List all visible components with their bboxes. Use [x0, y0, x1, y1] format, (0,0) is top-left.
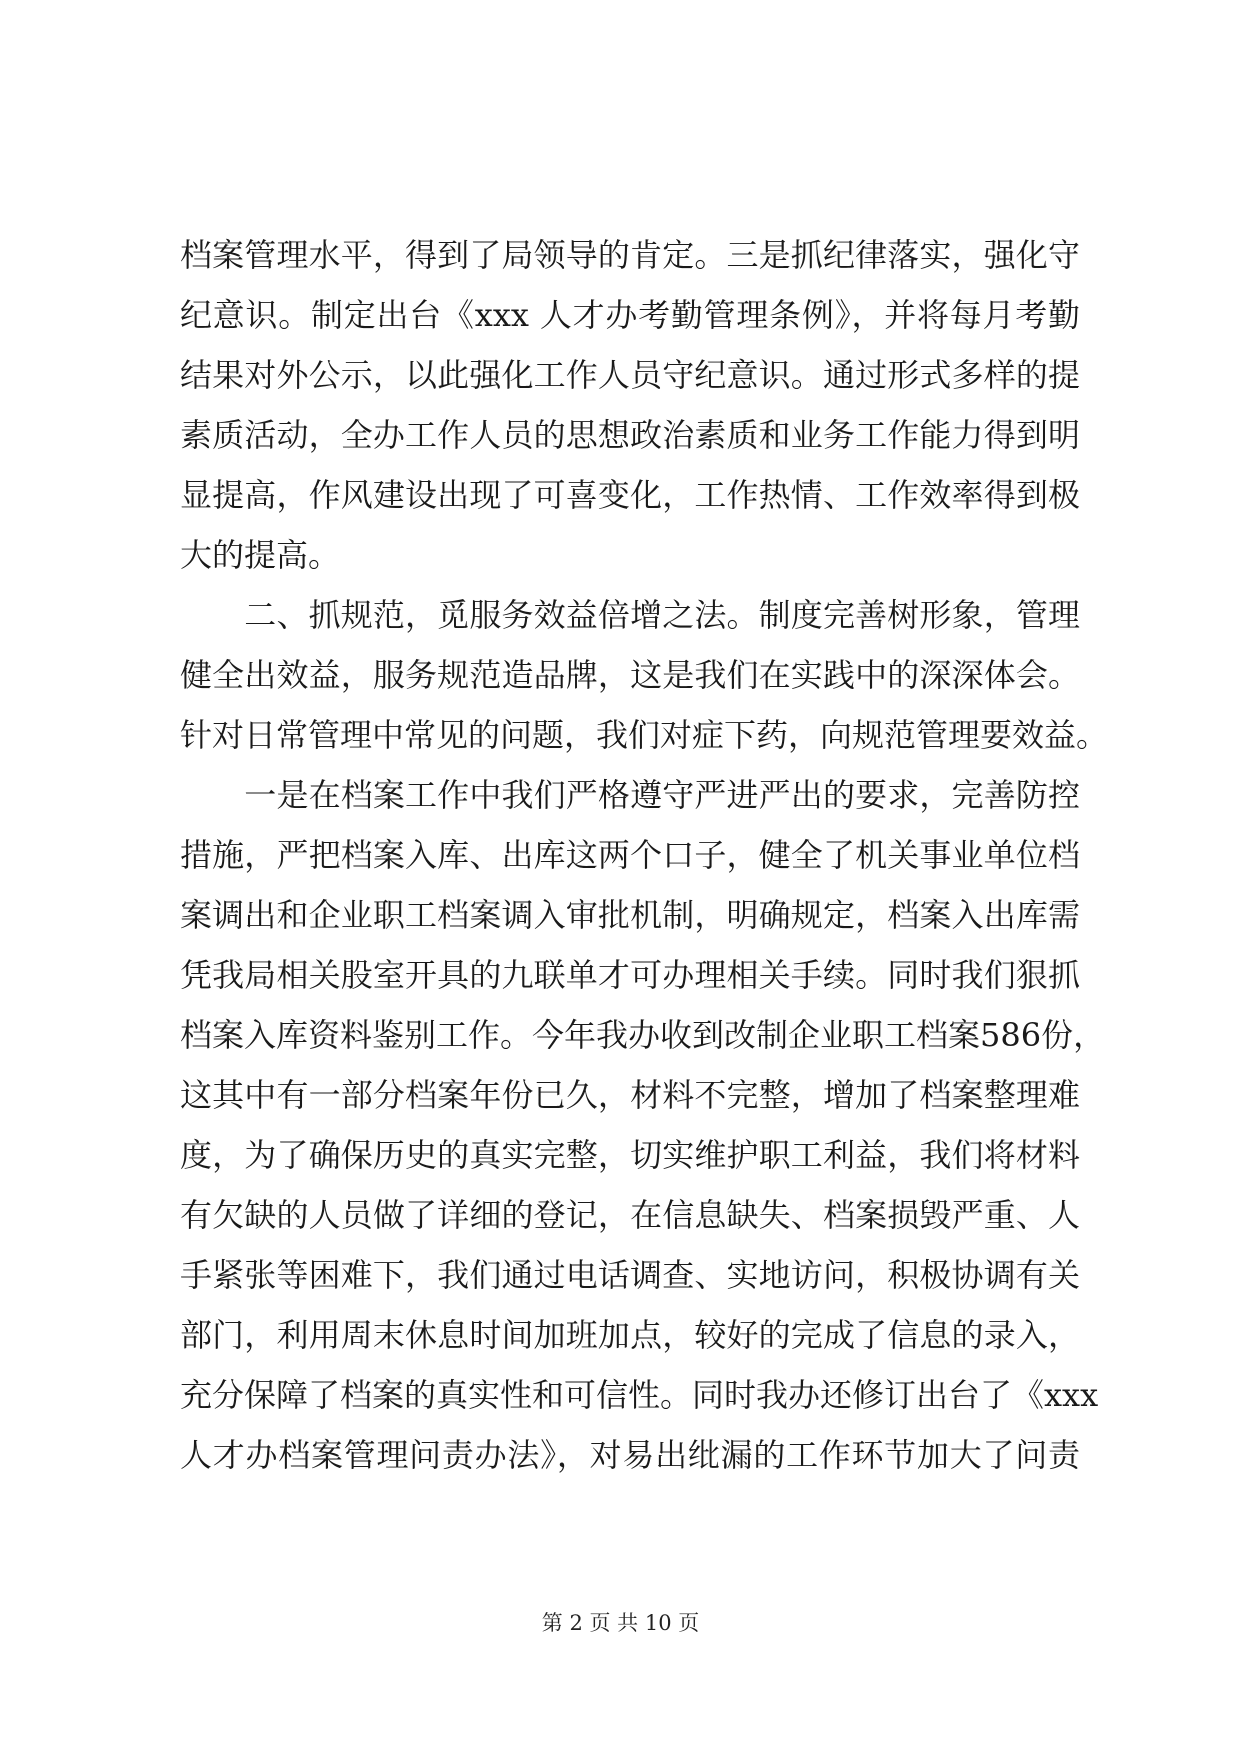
text-line: 健全出效益，服务规范造品牌，这是我们在实践中的深深体会。 [180, 656, 1080, 694]
text-line: 部门，利用周末休息时间加班加点，较好的完成了信息的录入， [180, 1316, 1080, 1354]
text-line: 人才办档案管理问责办法》，对易出纰漏的工作环节加大了问责 [180, 1436, 1080, 1474]
text-line: 度，为了确保历史的真实完整，切实维护职工利益，我们将材料 [180, 1136, 1080, 1174]
text-line: 档案入库资料鉴别工作。今年我办收到改制企业职工档案586份， [180, 1016, 1106, 1054]
text-line: 大的提高。 [180, 536, 341, 574]
text-line: 案调出和企业职工档案调入审批机制，明确规定，档案入出库需 [180, 896, 1080, 934]
text-line: 一是在档案工作中我们严格遵守严进严出的要求，完善防控 [180, 776, 1080, 814]
page-number-footer: 第 2 页 共 10 页 [541, 1611, 700, 1635]
text-line: 针对日常管理中常见的问题，我们对症下药，向规范管理要效益。 [180, 716, 1109, 754]
text-line: 有欠缺的人员做了详细的登记，在信息缺失、档案损毁严重、人 [180, 1196, 1080, 1234]
text-line: 这其中有一部分档案年份已久，材料不完整，增加了档案整理难 [180, 1076, 1080, 1114]
text-line: 素质活动，全办工作人员的思想政治素质和业务工作能力得到明 [180, 416, 1080, 454]
text-line: 二、抓规范，觅服务效益倍增之法。制度完善树形象，管理 [180, 596, 1080, 634]
text-line: 结果对外公示，以此强化工作人员守纪意识。通过形式多样的提 [180, 356, 1080, 394]
text-line: 措施，严把档案入库、出库这两个口子，健全了机关事业单位档 [180, 836, 1080, 874]
text-line: 纪意识。制定出台《xxx 人才办考勤管理条例》，并将每月考勤 [180, 296, 1080, 334]
text-line: 档案管理水平，得到了局领导的肯定。三是抓纪律落实，强化守 [180, 236, 1080, 274]
text-line: 充分保障了档案的真实性和可信性。同时我办还修订出台了《xxx [180, 1376, 1099, 1414]
text-line: 凭我局相关股室开具的九联单才可办理相关手续。同时我们狠抓 [180, 956, 1080, 994]
text-line: 手紧张等困难下，我们通过电话调查、实地访问，积极协调有关 [180, 1256, 1080, 1294]
text-line: 显提高，作风建设出现了可喜变化，工作热情、工作效率得到极 [180, 476, 1080, 514]
